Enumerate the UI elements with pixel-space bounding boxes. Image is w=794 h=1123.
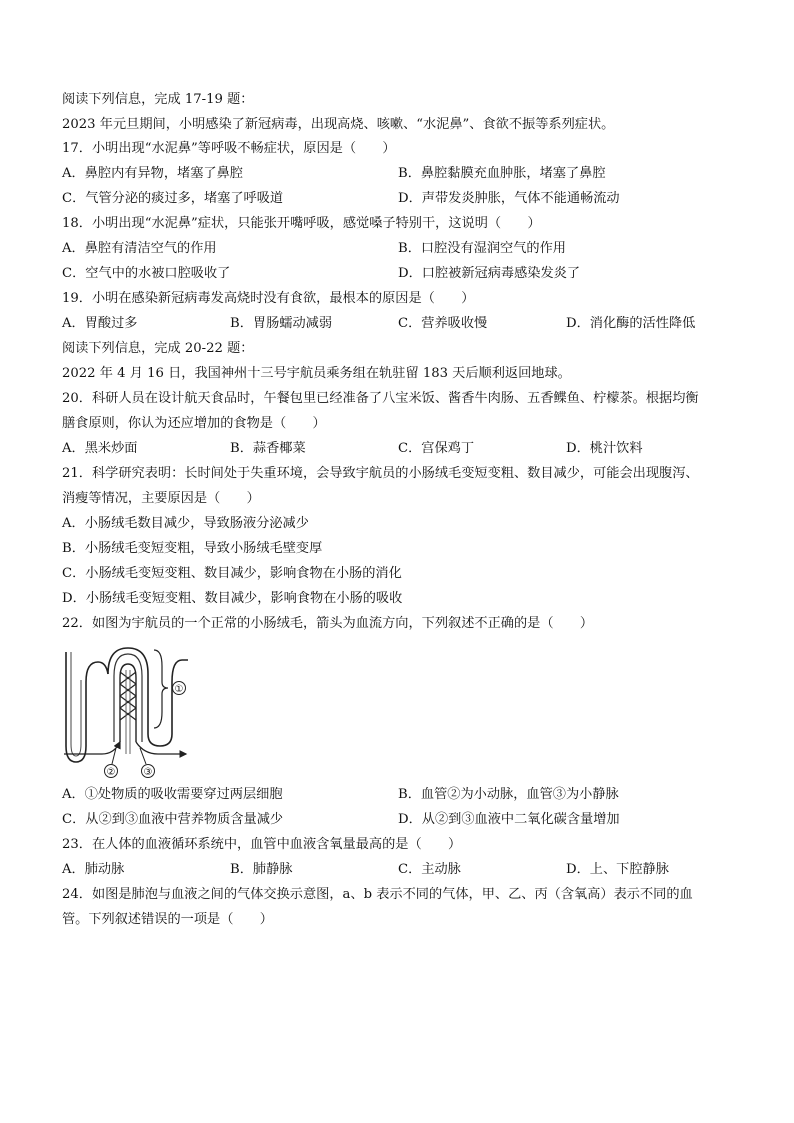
question-22-option-a: A．①处物质的吸收需要穿过两层细胞: [62, 787, 283, 802]
question-21-option-d: D．小肠绒毛变短变粗、数目减少，影响食物在小肠的吸收: [62, 591, 403, 606]
question-22-option-b: B．血管②为小动脉，血管③为小静脉: [398, 787, 619, 802]
left-villus-inner: [71, 652, 81, 756]
vein-arrow: [136, 742, 186, 754]
question-19-stem: 19．小明在感染新冠病毒发高烧时没有食欲，最根本的原因是（ ）: [62, 291, 475, 306]
question-17-option-c: C．气管分泌的痰过多，堵塞了呼吸道: [62, 191, 284, 206]
section-intro-17-19: 阅读下列信息，完成 17-19 题：: [62, 92, 254, 107]
question-21-option-a: A．小肠绒毛数目减少，导致肠液分泌减少: [62, 516, 309, 531]
question-17-option-b: B．鼻腔黏膜充血肿胀，堵塞了鼻腔: [398, 166, 606, 181]
question-18-stem: 18．小明出现“水泥鼻”症状，只能张开嘴呼吸，感觉嗓子特别干，这说明（ ）: [62, 216, 541, 231]
question-22-option-c: C．从②到③血液中营养物质含量减少: [62, 812, 284, 827]
section-info-20-22: 2022 年 4 月 16 日，我国神州十三号宇航员乘务组在轨驻留 183 天后顺利返回地球。: [62, 366, 571, 381]
question-19-option-c: C．营养吸收慢: [398, 316, 488, 331]
question-22-stem: 22．如图为宇航员的一个正常的小肠绒毛，箭头为血流方向，下列叙述不正确的是（ ）: [62, 616, 594, 631]
central-lacteal: [126, 670, 130, 754]
question-19-option-b: B．胃肠蠕动减弱: [230, 316, 333, 331]
question-18-option-d: D．口腔被新冠病毒感染发炎了: [398, 266, 581, 281]
question-20-option-b: B．蒜香椰菜: [230, 441, 306, 456]
capillary-mesh: [120, 672, 136, 720]
question-21-stem-line1: 21．科学研究表明：长时间处于失重环境，会导致宇航员的小肠绒毛变短变粗、数目减少，可能会出现腹泻、: [62, 466, 699, 481]
question-21-option-c: C．小肠绒毛变短变粗、数目减少，影响食物在小肠的消化: [62, 566, 402, 581]
label-one: ①: [174, 684, 184, 695]
intestinal-villus-diagram: [62, 642, 192, 780]
question-20-stem-line1: 20．科研人员在设计航天食品时，午餐包里已经准备了八宝米饭、酱香牛肉肠、五香鲽鱼、柠檬茶。根据均衡: [62, 391, 699, 406]
section-intro-20-22: 阅读下列信息，完成 20-22 题：: [62, 341, 254, 356]
label-one-brace: [154, 650, 168, 728]
question-17-stem: 17．小明出现“水泥鼻”等呼吸不畅症状，原因是（ ）: [62, 141, 396, 156]
label-two: ②: [106, 767, 116, 778]
question-23-option-c: C．主动脉: [398, 862, 461, 877]
question-23-option-a: A．肺动脉: [62, 862, 125, 877]
question-20-option-a: A．黑米炒面: [62, 441, 138, 456]
question-20-option-d: D．桃汁饮料: [566, 441, 643, 456]
label-three: ③: [143, 767, 153, 778]
question-18-option-a: A．鼻腔有清洁空气的作用: [62, 241, 217, 256]
question-21-stem-line2: 消瘦等情况，主要原因是（ ）: [62, 491, 260, 506]
question-23-option-d: D．上、下腔静脉: [566, 862, 669, 877]
question-23-stem: 23．在人体的血液循环系统中，血管中血液含氧量最高的是（ ）: [62, 837, 462, 852]
question-20-stem-line2: 膳食原则，你认为还应增加的食物是（ ）: [62, 416, 326, 431]
left-villus-outline: [66, 652, 108, 762]
question-20-option-c: C．宫保鸡丁: [398, 441, 475, 456]
question-23-option-b: B．肺静脉: [230, 862, 293, 877]
villus-epithelium: [114, 654, 142, 742]
question-24-stem-line2: 管。下列叙述错误的一项是（ ）: [62, 912, 273, 927]
question-18-option-b: B．口腔没有湿润空气的作用: [398, 241, 566, 256]
question-21-option-b: B．小肠绒毛变短变粗，导致小肠绒毛壁变厚: [62, 541, 323, 556]
question-19-option-d: D．消化酶的活性降低: [566, 316, 696, 331]
question-18-option-c: C．空气中的水被口腔吸收了: [62, 266, 231, 281]
question-24-stem-line1: 24．如图是肺泡与血液之间的气体交换示意图，a、b 表示不同的气体，甲、乙、丙（含氧高）表示不同的血: [62, 887, 693, 902]
capillary-network: [120, 664, 136, 742]
question-19-option-a: A．胃酸过多: [62, 316, 138, 331]
question-17-option-d: D．声带发炎肿胀，气体不能通畅流动: [398, 191, 620, 206]
question-17-option-a: A．鼻腔内有异物，堵塞了鼻腔: [62, 166, 243, 181]
question-22-option-d: D．从②到③血液中二氧化碳含量增加: [398, 812, 620, 827]
section-info-17-19: 2023 年元旦期间，小明感染了新冠病毒，出现高烧、咳嗽、“水泥鼻”、食欲不振等系列症状。: [62, 117, 615, 132]
